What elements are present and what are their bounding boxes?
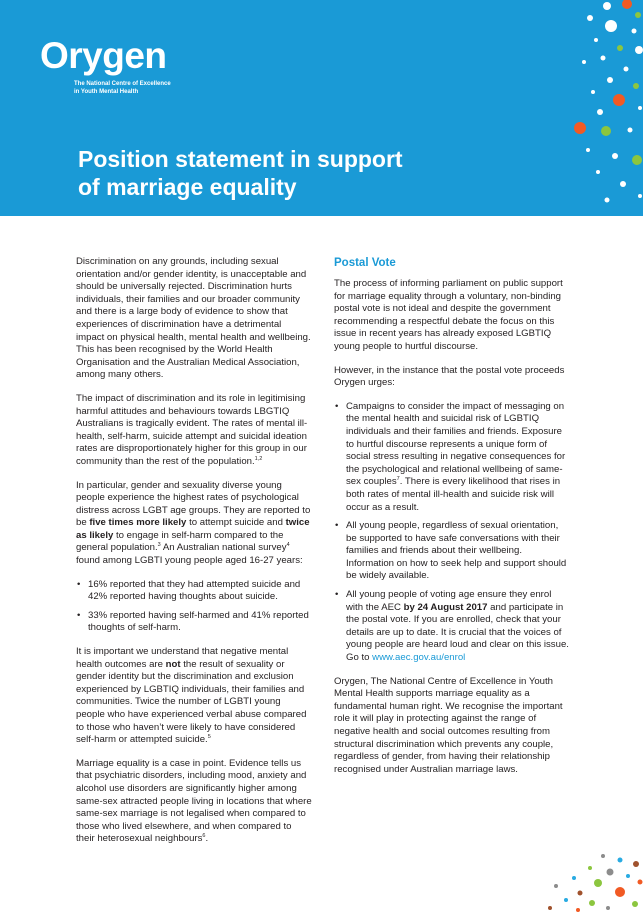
list-item: • All young people, regardless of sexual orientation, be supported to have safe conversations with their families and friends about their wellbeing. Information on how to seek help and support should be widely available.	[346, 520, 570, 583]
aec-enrol-link[interactable]: www.aec.gov.au/enrol	[372, 652, 466, 664]
list-item: • 33% reported having self-harmed and 41% reported thoughts of self-harm.	[88, 610, 312, 635]
paragraph-outcomes: It is important we understand that negative mental health outcomes are not the result of sexuality or gender identity but the discrimination and exclusion experienced by LGBTIQ individuals, their families and communities. Twice the number of LGBTI young people who have experienced verbal abuse compared to those who haven’t were likely to have considered self-harm or attempted suicide.$^5$	[76, 646, 307, 746]
footnote-ref: 6	[202, 833, 206, 840]
paragraph-postal-vote: The process of informing parliament on public support for marriage equality through a voluntary, non-binding postal vote is not ideal and despite the government recommending a respectful debate the focus on this issue in recent years has already exposed LGBTIQ young people to hurtful discourse.	[334, 278, 563, 352]
survey-bullets	[76, 579, 312, 635]
footnote-ref: 3	[157, 542, 161, 549]
header-banner	[0, 0, 643, 216]
right-column	[334, 256, 570, 787]
logo-wordmark: Orygen	[40, 35, 167, 76]
list-item: • Campaigns to consider the impact of messaging on the mental health and suicidal risk of LGBTIQ individuals and their families and friends. Exposure to hurtful discourse represents a unique form of social stress resulting in negative consequences for the psychological and relational wellbeing of same-sex couples$^7$. There is every likelihood that rises in both rates of mental ill-health and suicide risk will occur as a result.	[346, 401, 570, 514]
list-item: • All young people of voting age ensure they enrol with the AEC by 24 August 2017 and participate in the postal vote. If you are enrolled, check that your details are up to date. It is crucial that the voices of young people are heard loud and clear on this issue. Go to www.aec.gov.au/enrol	[346, 589, 570, 665]
page-title: Position statement in support of marriage equality	[78, 146, 403, 200]
urges-bullets	[334, 401, 570, 665]
footnote-ref: 7	[396, 476, 400, 483]
footnote-ref: 4	[286, 542, 290, 549]
paragraph-marriage-equality: Marriage equality is a case in point. Evidence tells us that psychiatric disorders, including mood, anxiety and alcohol use disorders are significantly higher among same-sex attracted people living in locations that where same-sex marriage is not legalised when compared to those who lived elsewhere, and when compared to their heterosexual neighbours$^6$.	[76, 757, 312, 845]
paragraph-impact: The impact of discrimination and its role in legitimising harmful attitudes and behaviours towards LBGTIQ Australians is tragically evident. The rates of mental ill-health, self-harm, suicide attempt and suicidal ideation rates are disproportionately higher for this group in our community than the rest of the population.$^{1,2}$	[76, 392, 308, 467]
paragraph-young-people: In particular, gender and sexuality diverse young people experience the highest rates of psychological distress across LGBT age groups. They are reported to be five times more likely to attempt suicide and twice as likely to engage in self-harm compared to the general population.$^3$ An Australian national survey$^4$ found among LGBTI young people aged 16-27 years:	[76, 479, 311, 567]
left-column	[76, 256, 312, 857]
section-heading-postal-vote: Postal Vote	[334, 257, 396, 269]
paragraph-orygen-support: Orygen, The National Centre of Excellence in Youth Mental Health supports marriage equality as a fundamental human right. We recognise the important role it will play in protecting against the range of negative health and social outcomes resulting from structural discrimination which prevents any couple, regardless of gender, from having their relationship recognised under Australian marriage laws.	[334, 675, 563, 775]
footnote-ref: 5	[207, 734, 211, 741]
paragraph-urges: However, in the instance that the postal vote proceeds Orygen urges:	[334, 364, 565, 389]
list-item: • 16% reported that they had attempted suicide and 42% reported having thoughts about suicide.	[88, 579, 312, 604]
footnote-ref: 1,2	[254, 455, 263, 462]
paragraph-discrimination: Discrimination on any grounds, including sexual orientation and/or gender identity, is unacceptable and should be universally rejected. Discrimination hurts individuals, their families and our broader community and there is a large body of evidence to show that experiences of discrimination have a detrimental impact on physical health, mental health and wellbeing. This has been recognised by the World Health Organisation and the Australian Medical Association, among many others.	[76, 256, 311, 381]
logo-tagline: The National Centre of Excellence in Youth Mental Health	[74, 81, 171, 95]
